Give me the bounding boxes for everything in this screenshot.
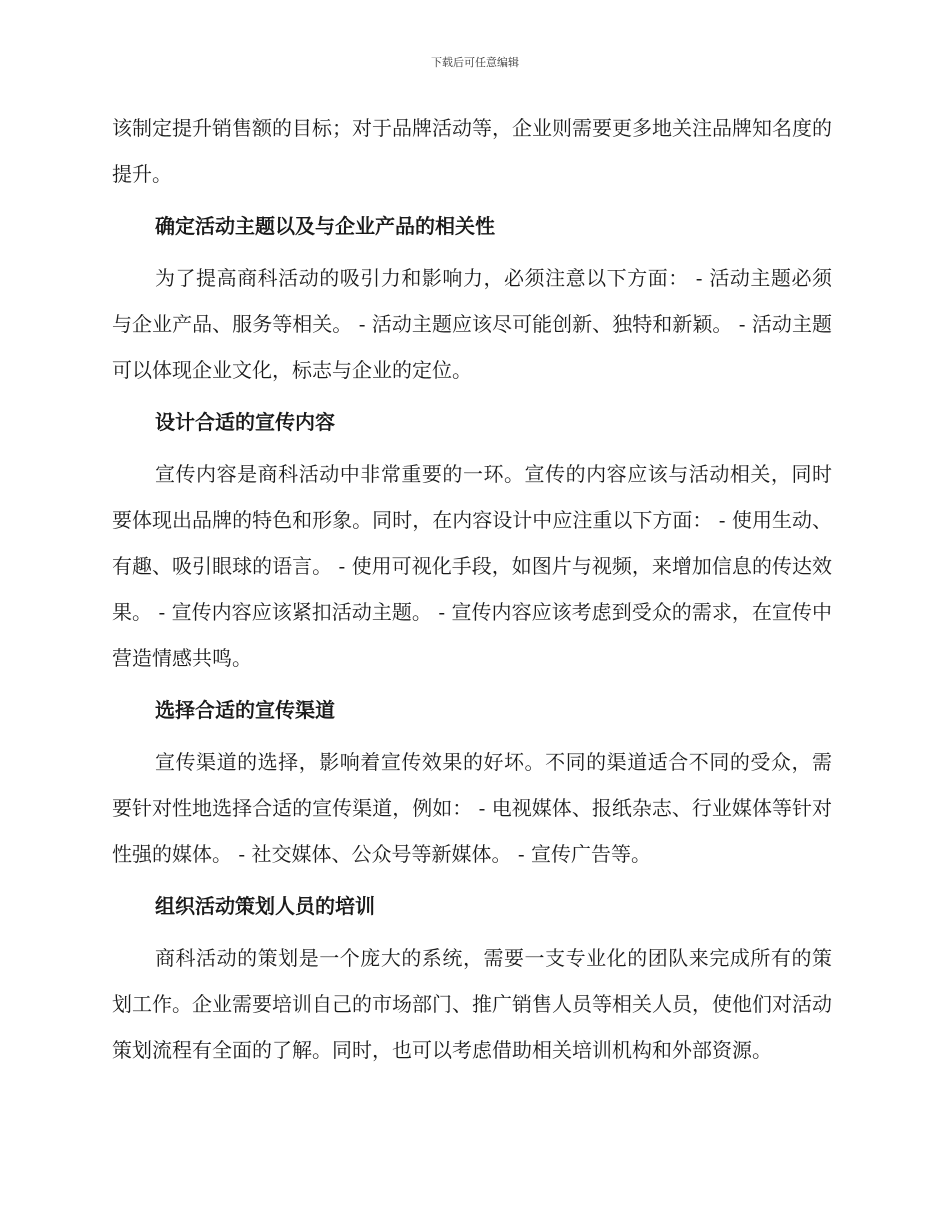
section-heading-training: 组织活动策划人员的培训 [155,894,375,918]
paragraph-theme: 为了提高商科活动的吸引力和影响力，必须注意以下方面： - 活动主题必须与企业产品、服务等相关。 - 活动主题应该尽可能创新、独特和新颖。 - 活动主题可以体现企业文化，标志与企业的定位。 [112,266,832,382]
paragraph-training: 商科活动的策划是一个庞大的系统，需要一支专业化的团队来完成所有的策划工作。企业需要培训自己的市场部门、推广销售人员等相关人员，使他们对活动策划流程有全面的了解。同时，也可以考虑借助相关培训机构和外部资源。 [112,946,832,1062]
paragraph-channels: 宣传渠道的选择，影响着宣传效果的好坏。不同的渠道适合不同的受众，需要针对性地选择合适的宣传渠道，例如： - 电视媒体、报纸杂志、行业媒体等针对性强的媒体。 - 社交媒体、公众号等新媒体。 - 宣传广告等。 [112,750,832,866]
section-heading-theme: 确定活动主题以及与企业产品的相关性 [155,214,495,238]
section-heading-content: 设计合适的宣传内容 [155,410,335,434]
document-body [112,105,832,1073]
header-note: 下载后可任意编辑 [431,56,519,69]
paragraph-continuation: 该制定提升销售额的目标；对于品牌活动等，企业则需要更多地关注品牌知名度的提升。 [112,116,832,186]
section-heading-channels: 选择合适的宣传渠道 [155,698,335,722]
paragraph-content: 宣传内容是商科活动中非常重要的一环。宣传的内容应该与活动相关，同时要体现出品牌的特色和形象。同时，在内容设计中应注重以下方面： - 使用生动、有趣、吸引眼球的语言。 - 使用可视化手段，如图片与视频，来增加信息的传达效果。 - 宣传内容应该紧扣活动主题。 - 宣传内容应该考虑到受众的需求，在宣传中营造情感共鸣。 [112,462,832,670]
